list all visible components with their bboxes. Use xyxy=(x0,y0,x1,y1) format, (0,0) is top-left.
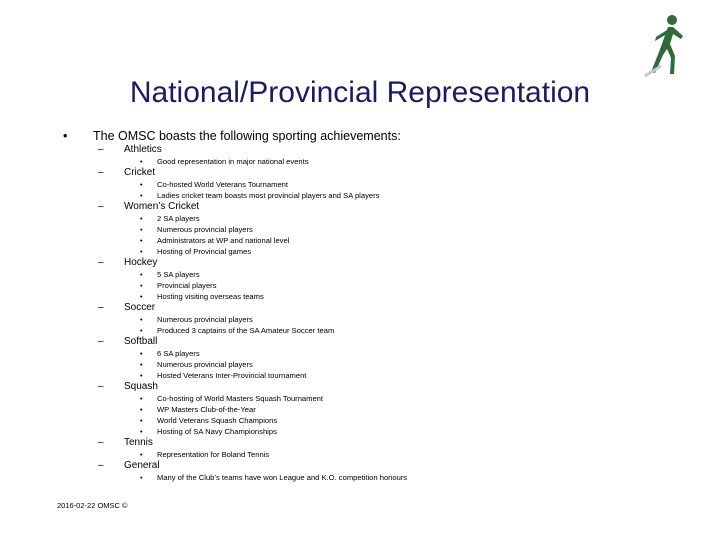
dash-marker: – xyxy=(98,144,104,155)
dash-marker: – xyxy=(98,257,104,268)
sub-item xyxy=(98,404,698,415)
sub-item-text: Numerous provincial players xyxy=(157,360,253,369)
sub-item-text: WP Masters Club-of-the-Year xyxy=(157,405,256,414)
category-item xyxy=(98,144,698,167)
sports-list xyxy=(98,144,698,483)
category-item xyxy=(98,381,698,437)
sub-item-list xyxy=(98,179,698,201)
sub-item-text: Hosting visiting overseas teams xyxy=(157,292,264,301)
sub-item xyxy=(98,190,698,201)
intro-line xyxy=(63,129,401,143)
sub-item-text: Hosting of SA Navy Championships xyxy=(157,427,277,436)
category-name: Women’s Cricket xyxy=(124,201,200,212)
bullet-dot: • xyxy=(140,416,143,425)
dash-marker: – xyxy=(98,460,104,471)
bullet-dot: • xyxy=(140,326,143,335)
sub-item xyxy=(98,156,698,167)
bullet-dot: • xyxy=(140,214,143,223)
intro-bullet: • xyxy=(63,129,68,143)
sub-item xyxy=(98,370,698,381)
sub-item-text: Numerous provincial players xyxy=(157,315,253,324)
sub-item-list xyxy=(98,449,698,460)
bullet-dot: • xyxy=(140,473,143,482)
category-heading xyxy=(98,302,698,314)
category-item xyxy=(98,302,698,336)
bullet-dot: • xyxy=(140,292,143,301)
category-heading xyxy=(98,167,698,179)
sub-item xyxy=(98,348,698,359)
bullet-dot: • xyxy=(140,349,143,358)
bullet-dot: • xyxy=(140,450,143,459)
sub-item-list xyxy=(98,269,698,302)
sub-item-text: Co-hosted World Veterans Tournament xyxy=(157,180,288,189)
dash-marker: – xyxy=(98,167,104,178)
category-heading xyxy=(98,144,698,156)
sub-item-list xyxy=(98,314,698,336)
bullet-dot: • xyxy=(140,157,143,166)
dash-marker: – xyxy=(98,201,104,212)
category-name: Squash xyxy=(124,381,158,392)
sub-item xyxy=(98,449,698,460)
sub-item-list xyxy=(98,156,698,167)
sub-item xyxy=(98,280,698,291)
dash-marker: – xyxy=(98,437,104,448)
sub-item xyxy=(98,314,698,325)
bullet-dot: • xyxy=(140,371,143,380)
sub-item xyxy=(98,359,698,370)
footer-text: 2016-02-22 OMSC © xyxy=(57,501,128,510)
bullet-dot: • xyxy=(140,281,143,290)
category-item xyxy=(98,460,698,483)
sub-item xyxy=(98,235,698,246)
dash-marker: – xyxy=(98,336,104,347)
bullet-dot: • xyxy=(140,191,143,200)
sub-item-text: 5 SA players xyxy=(157,270,200,279)
page-title: National/Provincial Representation xyxy=(129,76,591,109)
sub-item-text: Ladies cricket team boasts most provincial players and SA players xyxy=(157,191,380,200)
sub-item-text: Hosting of Provincial games xyxy=(157,247,252,256)
running-figure-logo-icon xyxy=(641,12,689,78)
sub-item xyxy=(98,246,698,257)
category-name: Athletics xyxy=(124,144,162,155)
category-heading xyxy=(98,437,698,449)
bullet-dot: • xyxy=(140,427,143,436)
sub-item-list xyxy=(98,348,698,381)
bullet-dot: • xyxy=(140,405,143,414)
bullet-dot: • xyxy=(140,360,143,369)
category-name: Soccer xyxy=(124,302,156,313)
sub-item-text: Representation for Boland Tennis xyxy=(157,450,270,459)
sub-item-list xyxy=(98,393,698,437)
category-heading xyxy=(98,201,698,213)
sub-item-text: Hosted Veterans Inter-Provincial tournament xyxy=(157,371,307,380)
category-heading xyxy=(98,336,698,348)
category-name: Cricket xyxy=(124,167,156,178)
category-heading xyxy=(98,257,698,269)
bullet-dot: • xyxy=(140,225,143,234)
bullet-dot: • xyxy=(140,270,143,279)
category-name: Softball xyxy=(124,336,158,347)
category-name: Tennis xyxy=(124,437,153,448)
category-heading xyxy=(98,381,698,393)
category-heading xyxy=(98,460,698,472)
sub-item-list xyxy=(98,213,698,257)
bullet-dot: • xyxy=(140,236,143,245)
sub-item-text: 6 SA players xyxy=(157,349,200,358)
category-name: General xyxy=(124,460,160,471)
sub-item-list xyxy=(98,472,698,483)
category-item xyxy=(98,336,698,381)
bullet-dot: • xyxy=(140,247,143,256)
sub-item xyxy=(98,269,698,280)
intro-text: The OMSC boasts the following sporting achievements: xyxy=(93,129,401,143)
sub-item xyxy=(98,213,698,224)
bullet-dot: • xyxy=(140,180,143,189)
sub-item xyxy=(98,426,698,437)
sub-item-text: Produced 3 captains of the SA Amateur Soccer team xyxy=(157,326,335,335)
sub-item-text: Co-hosting of World Masters Squash Tournament xyxy=(157,394,324,403)
sub-item xyxy=(98,393,698,404)
sub-item xyxy=(98,291,698,302)
category-name: Hockey xyxy=(124,257,158,268)
category-item xyxy=(98,167,698,201)
dash-marker: – xyxy=(98,381,104,392)
sub-item xyxy=(98,325,698,336)
category-item xyxy=(98,201,698,257)
sub-item-text: Good representation in major national events xyxy=(157,157,309,166)
bullet-dot: • xyxy=(140,315,143,324)
sub-item xyxy=(98,224,698,235)
sub-item xyxy=(98,472,698,483)
sub-item-text: Numerous provincial players xyxy=(157,225,253,234)
category-item xyxy=(98,257,698,302)
category-item xyxy=(98,437,698,460)
sub-item-text: 2 SA players xyxy=(157,214,200,223)
sub-item-text: Many of the Club’s teams have won League and K.O. competition honours xyxy=(157,473,408,482)
sub-item xyxy=(98,179,698,190)
sub-item xyxy=(98,415,698,426)
bullet-dot: • xyxy=(140,394,143,403)
sub-item-text: Administrators at WP and national level xyxy=(157,236,290,245)
sub-item-text: World Veterans Squash Champions xyxy=(157,416,278,425)
sub-item-text: Provincial players xyxy=(157,281,217,290)
dash-marker: – xyxy=(98,302,104,313)
